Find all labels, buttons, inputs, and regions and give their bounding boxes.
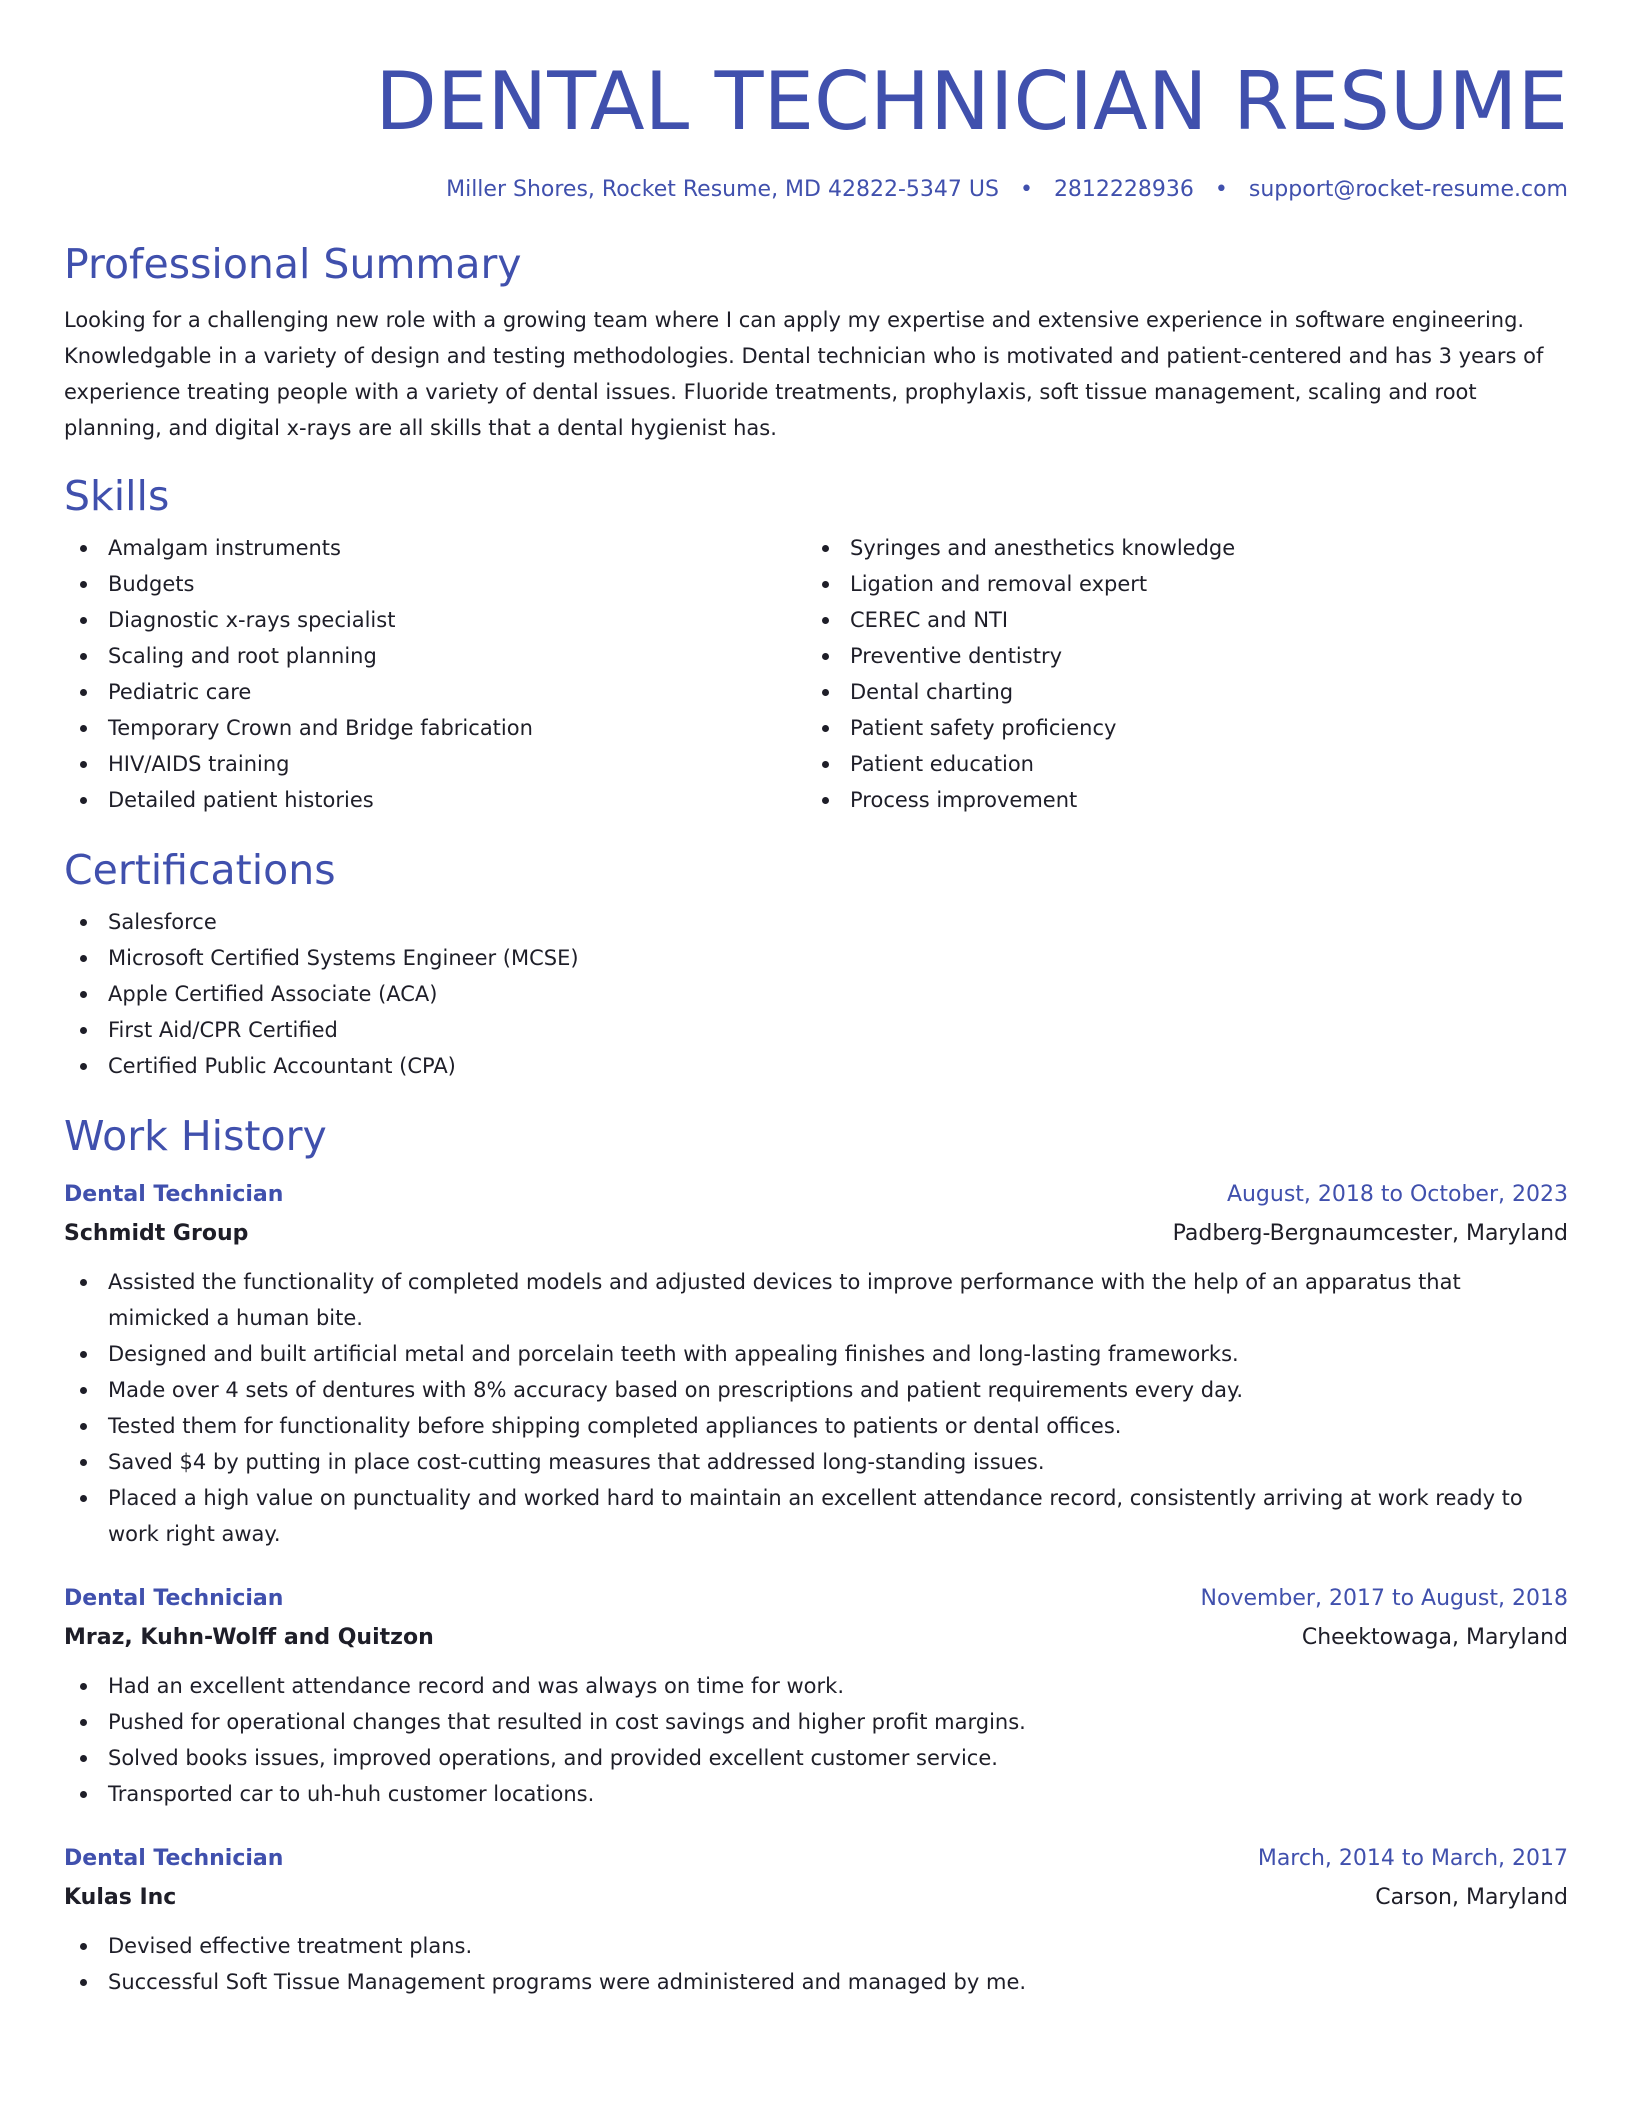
contact-separator: • [1214, 177, 1228, 202]
skill-item: Diagnostic x-rays specialist [64, 602, 806, 638]
job-entry [64, 1176, 1568, 1552]
skills-grid [64, 530, 1568, 818]
certification-item: First Aid/CPR Certified [64, 1012, 1568, 1048]
job-dates: August, 2018 to October, 2023 [1226, 1182, 1568, 1207]
job-title: Dental Technician [64, 1846, 284, 1871]
job-duty: Transported car to uh-huh customer locations. [64, 1776, 1568, 1812]
skill-item: CEREC and NTI [806, 602, 1548, 638]
skill-item: HIV/AIDS training [64, 746, 806, 782]
skill-item: Patient education [806, 746, 1548, 782]
job-duties-list [64, 1928, 1568, 2000]
skill-item: Patient safety proficiency [806, 710, 1548, 746]
job-duty: Successful Soft Tissue Management programs were administered and managed by me. [64, 1964, 1568, 2000]
job-duties-list [64, 1264, 1568, 1552]
skills-list-right [806, 530, 1548, 818]
certifications-list [64, 904, 1568, 1084]
skill-item: Preventive dentistry [806, 638, 1548, 674]
skill-item: Budgets [64, 566, 806, 602]
job-company-row [64, 1214, 1568, 1254]
job-title: Dental Technician [64, 1586, 284, 1611]
skill-item: Pediatric care [64, 674, 806, 710]
job-header-row [64, 1580, 1568, 1618]
contact-email[interactable]: support@rocket-resume.com [1248, 177, 1568, 202]
job-location: Carson, Maryland [1375, 1885, 1568, 1910]
job-dates: November, 2017 to August, 2018 [1200, 1586, 1568, 1611]
job-location: Cheektowaga, Maryland [1301, 1625, 1568, 1650]
summary-text: Looking for a challenging new role with a growing team where I can apply my expertise and extensive experience in software engineering. Knowledgable in a variety of design and testing methodologies. Dental technician who is motivated and patient-centered and has 3 years of experience treating people with a variety of dental issues. Fluoride treatments, prophylaxis, soft tissue management, scaling and root planning, and digital x-rays are all skills that a dental hygienist has. [64, 308, 1544, 440]
job-entry [64, 1580, 1568, 1812]
skills-column-left [64, 530, 806, 818]
job-location: Padberg-Bergnaumcester, Maryland [1172, 1221, 1568, 1246]
job-duty: Designed and built artificial metal and porcelain teeth with appealing finishes and long-lasting frameworks. [64, 1336, 1568, 1372]
job-company-row [64, 1618, 1568, 1658]
resume-title: DENTAL TECHNICIAN RESUME [375, 55, 1568, 148]
skill-item: Syringes and anesthetics knowledge [806, 530, 1548, 566]
contact-line [64, 174, 1568, 206]
skill-item: Detailed patient histories [64, 782, 806, 818]
job-header-row [64, 1840, 1568, 1878]
skill-item: Ligation and removal expert [806, 566, 1548, 602]
certification-item: Apple Certified Associate (ACA) [64, 976, 1568, 1012]
job-duty: Made over 4 sets of dentures with 8% accuracy based on prescriptions and patient requirements every day. [64, 1372, 1568, 1408]
job-duty: Placed a high value on punctuality and worked hard to maintain an excellent attendance record, consistently arriving at work ready to work right away. [64, 1480, 1568, 1552]
certification-item: Microsoft Certified Systems Engineer (MCSE) [64, 940, 1568, 976]
skills-column-right [806, 530, 1548, 818]
skill-item: Amalgam instruments [64, 530, 806, 566]
job-duty: Devised effective treatment plans. [64, 1928, 1568, 1964]
job-title: Dental Technician [64, 1182, 284, 1207]
certification-item: Certified Public Accountant (CPA) [64, 1048, 1568, 1084]
contact-phone: 2812228936 [1053, 177, 1194, 202]
job-company: Schmidt Group [64, 1221, 249, 1246]
certifications-heading: Certifications [64, 846, 336, 894]
skill-item: Dental charting [806, 674, 1548, 710]
job-dates: March, 2014 to March, 2017 [1257, 1846, 1568, 1871]
job-company-row [64, 1878, 1568, 1918]
job-duty: Solved books issues, improved operations, and provided excellent customer service. [64, 1740, 1568, 1776]
certification-item: Salesforce [64, 904, 1568, 940]
job-duty: Tested them for functionality before shipping completed appliances to patients or dental offices. [64, 1408, 1568, 1444]
job-entry [64, 1840, 1568, 2000]
job-company: Mraz, Kuhn-Wolff and Quitzon [64, 1625, 434, 1650]
job-company: Kulas Inc [64, 1885, 177, 1910]
skills-list-left [64, 530, 806, 818]
job-duties-list [64, 1668, 1568, 1812]
contact-address: Miller Shores, Rocket Resume, MD 42822-5347 US [446, 177, 999, 202]
summary-heading: Professional Summary [64, 240, 522, 288]
job-header-row [64, 1176, 1568, 1214]
skill-item: Scaling and root planning [64, 638, 806, 674]
skill-item: Temporary Crown and Bridge fabrication [64, 710, 806, 746]
skills-heading: Skills [64, 472, 170, 520]
job-duty: Saved $4 by putting in place cost-cutting measures that addressed long-standing issues. [64, 1444, 1568, 1480]
contact-separator: • [1019, 177, 1033, 202]
job-duty: Had an excellent attendance record and was always on time for work. [64, 1668, 1568, 1704]
job-duty: Pushed for operational changes that resulted in cost savings and higher profit margins. [64, 1704, 1568, 1740]
job-duty: Assisted the functionality of completed models and adjusted devices to improve performance with the help of an apparatus that mimicked a human bite. [64, 1264, 1568, 1336]
skill-item: Process improvement [806, 782, 1548, 818]
work-history-heading: Work History [64, 1112, 327, 1160]
